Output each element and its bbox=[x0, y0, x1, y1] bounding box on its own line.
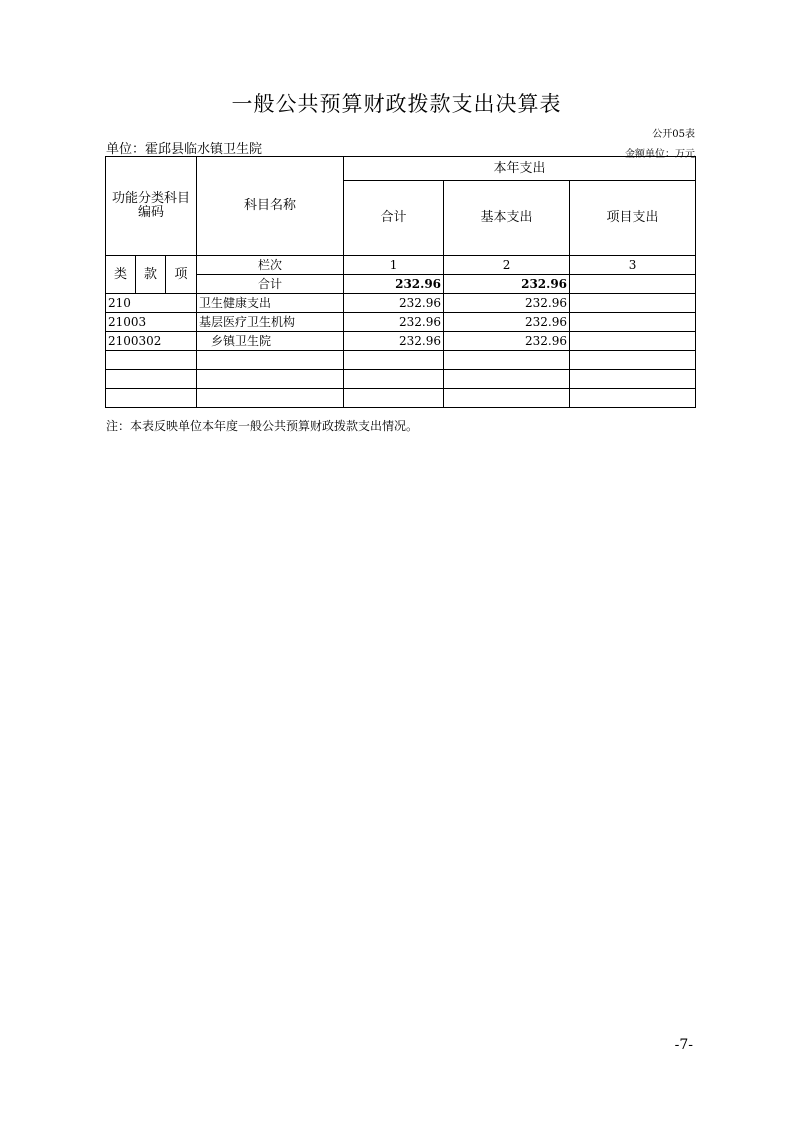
row-code: 2100302 bbox=[106, 332, 197, 351]
total-basic: 232.96 bbox=[444, 275, 570, 294]
row-name: 基层医疗卫生机构 bbox=[197, 313, 344, 332]
total-label: 合计 bbox=[197, 275, 344, 294]
row-basic: 232.96 bbox=[444, 294, 570, 313]
table-row bbox=[106, 313, 696, 332]
row-project bbox=[570, 313, 696, 332]
header-total: 合计 bbox=[344, 181, 444, 256]
header-xiang: 项 bbox=[166, 256, 197, 294]
row-total: 232.96 bbox=[344, 294, 444, 313]
header-current-year: 本年支出 bbox=[344, 157, 696, 181]
table-row bbox=[106, 294, 696, 313]
row-basic: 232.96 bbox=[444, 332, 570, 351]
empty-row bbox=[106, 389, 696, 408]
column-number: 2 bbox=[444, 256, 570, 275]
total-project bbox=[570, 275, 696, 294]
row-name: 乡镇卫生院 bbox=[197, 332, 344, 351]
column-number: 3 bbox=[570, 256, 696, 275]
page-number: -7- bbox=[674, 1037, 693, 1053]
empty-row bbox=[106, 351, 696, 370]
unit-label: 单位：霍邱县临水镇卫生院 bbox=[106, 142, 263, 157]
header-lanci: 栏次 bbox=[197, 256, 344, 275]
header-func-code: 功能分类科目编码 bbox=[106, 157, 197, 256]
total-amount: 232.96 bbox=[344, 275, 444, 294]
header-project: 项目支出 bbox=[570, 181, 696, 256]
form-number: 公开05表 bbox=[652, 129, 695, 140]
row-code: 21003 bbox=[106, 313, 197, 332]
currency-label: 金额单位：万元 bbox=[625, 149, 695, 160]
table-row bbox=[106, 332, 696, 351]
empty-row bbox=[106, 370, 696, 389]
row-total: 232.96 bbox=[344, 313, 444, 332]
row-name: 卫生健康支出 bbox=[197, 294, 344, 313]
row-project bbox=[570, 294, 696, 313]
expenditure-table bbox=[105, 156, 696, 408]
header-lei: 类 bbox=[106, 256, 136, 294]
header-basic: 基本支出 bbox=[444, 181, 570, 256]
row-code: 210 bbox=[106, 294, 197, 313]
page-title: 一般公共预算财政拨款支出决算表 bbox=[231, 92, 562, 116]
header-subject-name: 科目名称 bbox=[197, 157, 344, 256]
row-basic: 232.96 bbox=[444, 313, 570, 332]
table-note: 注：本表反映单位本年度一般公共预算财政拨款支出情况。 bbox=[106, 419, 419, 433]
column-number: 1 bbox=[344, 256, 444, 275]
header-kuan: 款 bbox=[136, 256, 166, 294]
row-total: 232.96 bbox=[344, 332, 444, 351]
row-project bbox=[570, 332, 696, 351]
